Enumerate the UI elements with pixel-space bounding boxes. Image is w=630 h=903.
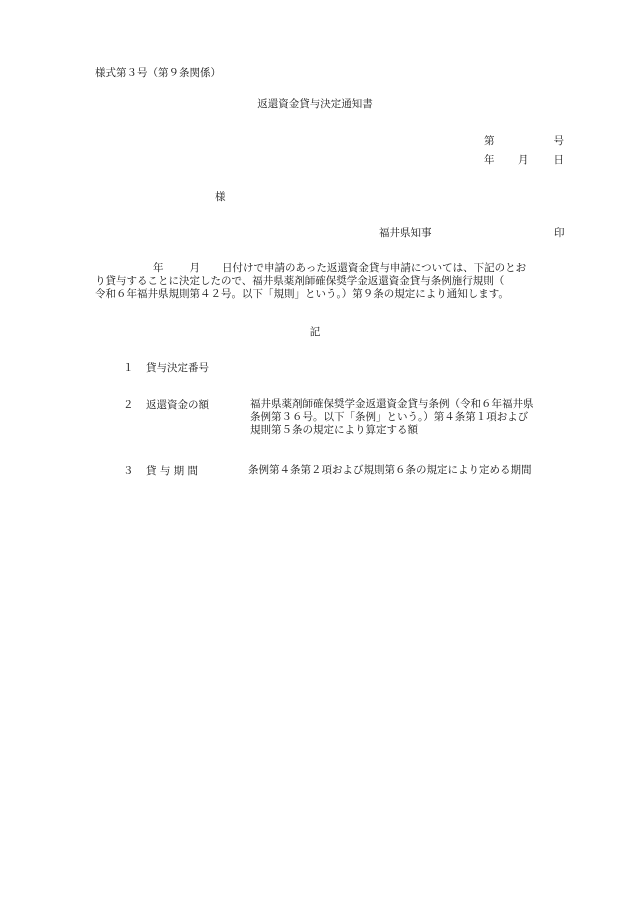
item-number: ２ — [123, 399, 134, 411]
doc-number-suffix: 号 — [553, 135, 564, 147]
item-description-line: 条例第３６号。以下「条例」という。）第４条第１項および — [250, 411, 529, 423]
addressee-suffix: 様 — [215, 191, 226, 203]
body-year: 年 — [153, 262, 164, 274]
item-label: 返還資金の額 — [146, 399, 209, 411]
notice-body — [95, 262, 565, 301]
body-line-3: 令和６年福井県規則第４２号。以下「規則」という。）第９条の規定により通知します。 — [95, 288, 509, 300]
ki-heading: 記 — [309, 326, 321, 338]
date-day: 日 — [553, 154, 564, 166]
item-description-line: 規則第５条の規定により算定する額 — [250, 424, 418, 436]
item-number: ３ — [123, 465, 134, 477]
item-description-line: 福井県薬剤師確保奨学金返還資金貸与条例（令和６年福井県 — [250, 398, 534, 410]
item-number: １ — [123, 362, 134, 374]
item-description — [248, 464, 532, 477]
doc-number-prefix: 第 — [484, 135, 495, 147]
seal-mark: 印 — [554, 227, 565, 239]
date-year: 年 — [484, 154, 495, 166]
date-month: 月 — [518, 154, 529, 166]
body-line-1 — [95, 262, 565, 275]
body-month: 月 — [189, 262, 200, 274]
document-title: 返還資金貸与決定通知書 — [257, 98, 373, 110]
form-number: 様式第３号（第９条関係） — [95, 67, 221, 79]
body-line-2: り貸与することに決定したので、福井県薬剤師確保奨学金返還資金貸与条例施行規則（ — [95, 275, 505, 287]
item-description-line: 条例第４条第２項および規則第６条の規定により定める期間 — [248, 464, 532, 476]
item-label: 貸与決定番号 — [146, 362, 209, 374]
item-label: 貸 与 期 間 — [146, 465, 199, 477]
issuer-name: 福井県知事 — [379, 227, 432, 239]
body-line-1-rest: 日付けで申請のあった返還資金貸与申請については、下記のとお — [222, 262, 527, 274]
item-description — [250, 398, 534, 437]
